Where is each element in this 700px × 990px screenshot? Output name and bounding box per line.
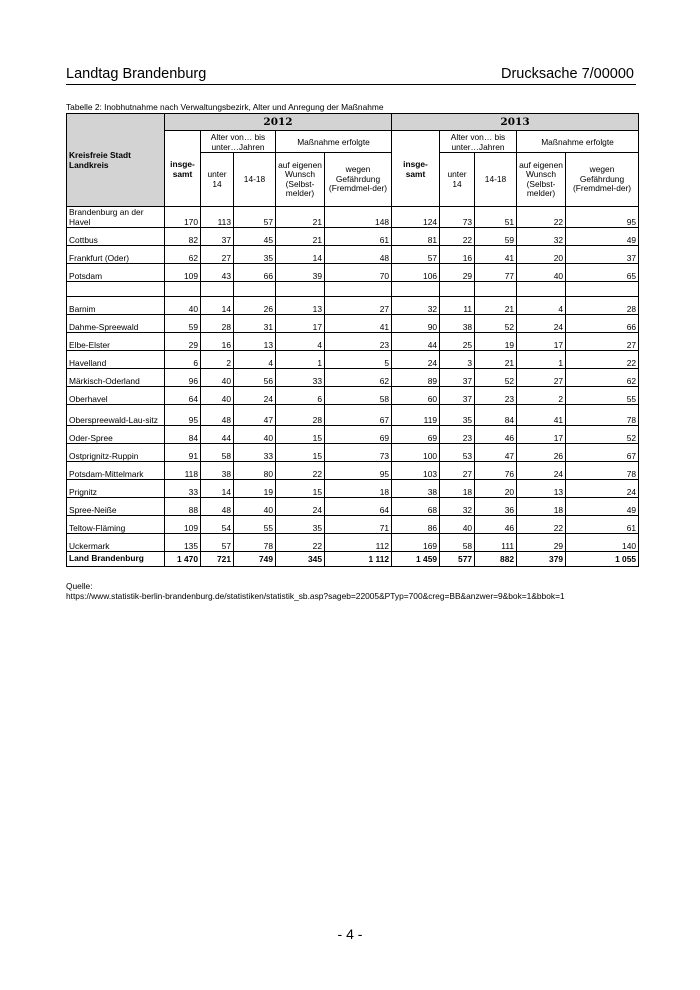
table-cell: 170 (165, 207, 201, 228)
table-cell: 6 (165, 351, 201, 369)
age-14-18-header-2012: 14-18 (234, 153, 276, 207)
region-name: Ostprignitz-Ruppin (67, 444, 165, 462)
table-cell: 14 (201, 480, 234, 498)
table-cell: 18 (440, 480, 475, 498)
table-cell: 41 (517, 405, 566, 426)
table-cell: 29 (517, 534, 566, 552)
table-cell: 27 (325, 297, 392, 315)
table-cell: 27 (201, 246, 234, 264)
table-cell: 37 (566, 246, 639, 264)
total-section (67, 552, 639, 567)
table-cell: 14 (276, 246, 325, 264)
table-cell: 95 (566, 207, 639, 228)
table-cell: 37 (201, 228, 234, 246)
table-cell: 21 (276, 228, 325, 246)
table-cell: 61 (566, 516, 639, 534)
table-cell: 113 (201, 207, 234, 228)
table-cell: 11 (440, 297, 475, 315)
under-14-header-2012: unter 14 (201, 153, 234, 207)
table-cell: 89 (392, 369, 440, 387)
table-cell: 22 (517, 207, 566, 228)
table-row (67, 387, 639, 405)
region-name: Havelland (67, 351, 165, 369)
table-cell: 16 (201, 333, 234, 351)
table-cell: 24 (392, 351, 440, 369)
table-cell: 43 (201, 264, 234, 282)
table-cell: 23 (475, 387, 517, 405)
table-cell: 67 (325, 405, 392, 426)
total-cell: 379 (517, 552, 566, 567)
age-14-18-header-2013: 14-18 (475, 153, 517, 207)
table-cell: 27 (440, 462, 475, 480)
table-cell: 20 (475, 480, 517, 498)
table-cell: 33 (276, 369, 325, 387)
table-cell: 22 (517, 516, 566, 534)
table-caption: Tabelle 2: Inobhutnahme nach Verwaltungsbezirk, Alter und Anregung der Maßnahme (66, 102, 384, 112)
table-cell: 52 (475, 315, 517, 333)
table-cell: 24 (517, 462, 566, 480)
table-cell: 49 (566, 498, 639, 516)
table-cell: 78 (566, 405, 639, 426)
table-cell: 59 (475, 228, 517, 246)
table-cell: 29 (165, 333, 201, 351)
blank-row (67, 282, 639, 297)
table-cell: 40 (234, 498, 276, 516)
table-row (67, 534, 639, 552)
table-cell: 39 (276, 264, 325, 282)
table-cell: 28 (276, 405, 325, 426)
table-cell: 70 (325, 264, 392, 282)
table-cell: 19 (475, 333, 517, 351)
total-cell: 1 459 (392, 552, 440, 567)
table-cell: 66 (566, 315, 639, 333)
table-cell: 18 (517, 498, 566, 516)
table-cell: 135 (165, 534, 201, 552)
table-cell: 35 (276, 516, 325, 534)
table-cell: 29 (440, 264, 475, 282)
table-cell: 6 (276, 387, 325, 405)
table-cell: 2 (201, 351, 234, 369)
table-cell: 17 (276, 315, 325, 333)
table-cell: 48 (201, 405, 234, 426)
table-cell: 53 (440, 444, 475, 462)
section-spacer (67, 282, 639, 297)
table-cell: 55 (234, 516, 276, 534)
table-cell: 59 (165, 315, 201, 333)
region-name: Potsdam-Mittelmark (67, 462, 165, 480)
table-cell: 4 (234, 351, 276, 369)
table-cell: 71 (325, 516, 392, 534)
table-cell: 26 (517, 444, 566, 462)
region-name: Oberspreewald-Lau-sitz (67, 405, 165, 426)
table-cell: 28 (566, 297, 639, 315)
total-cell: 577 (440, 552, 475, 567)
table-cell: 13 (276, 297, 325, 315)
table-row (67, 207, 639, 228)
table-cell: 52 (475, 369, 517, 387)
region-name: Oberhavel (67, 387, 165, 405)
total-cell: 749 (234, 552, 276, 567)
table-cell: 86 (392, 516, 440, 534)
region-name: Teltow-Fläming (67, 516, 165, 534)
table-row (67, 462, 639, 480)
table-cell: 41 (325, 315, 392, 333)
table-cell: 13 (234, 333, 276, 351)
table-cell: 118 (165, 462, 201, 480)
table-cell: 40 (234, 426, 276, 444)
table-cell: 40 (517, 264, 566, 282)
table-cell: 64 (165, 387, 201, 405)
year-2013-header: 2013 (392, 114, 639, 131)
table-cell: 22 (440, 228, 475, 246)
table-row (67, 516, 639, 534)
table-cell: 23 (440, 426, 475, 444)
table-row (67, 405, 639, 426)
table-cell: 51 (475, 207, 517, 228)
table-cell: 111 (475, 534, 517, 552)
total-column-header-2013: insge-samt (392, 131, 440, 207)
table-cell: 24 (517, 315, 566, 333)
region-name: Brandenburg an der Havel (67, 207, 165, 228)
table-cell: 62 (566, 369, 639, 387)
table-cell: 15 (276, 426, 325, 444)
table-cell: 25 (440, 333, 475, 351)
table-cell: 52 (566, 426, 639, 444)
table-cell: 47 (475, 444, 517, 462)
total-cell: 1 470 (165, 552, 201, 567)
table-cell: 21 (475, 297, 517, 315)
region-name: Elbe-Elster (67, 333, 165, 351)
region-name: Prignitz (67, 480, 165, 498)
table-cell: 140 (566, 534, 639, 552)
table-cell: 32 (517, 228, 566, 246)
table-cell: 48 (325, 246, 392, 264)
table-cell: 103 (392, 462, 440, 480)
table-cell: 46 (475, 516, 517, 534)
table-cell: 38 (392, 480, 440, 498)
table-cell: 78 (234, 534, 276, 552)
region-column-header: Kreisfreie Stadt Landkreis (67, 114, 165, 207)
table-row (67, 351, 639, 369)
age-group-header-2012: Alter von… bis unter…Jahren (201, 131, 276, 153)
table-cell: 49 (566, 228, 639, 246)
table-cell: 1 (517, 351, 566, 369)
table-cell: 22 (276, 534, 325, 552)
year-2012-header: 2012 (165, 114, 392, 131)
table-cell: 20 (517, 246, 566, 264)
table-cell: 24 (234, 387, 276, 405)
table-cell: 90 (392, 315, 440, 333)
table-cell: 3 (440, 351, 475, 369)
total-cell: 1 112 (325, 552, 392, 567)
table-cell: 19 (234, 480, 276, 498)
table-cell: 169 (392, 534, 440, 552)
source-label: Quelle: (66, 581, 93, 591)
statistics-table (66, 113, 639, 567)
table-cell: 37 (440, 369, 475, 387)
cities-section (67, 207, 639, 282)
table-row (67, 426, 639, 444)
table-cell: 48 (201, 498, 234, 516)
table-cell: 21 (276, 207, 325, 228)
table-cell: 66 (234, 264, 276, 282)
table-cell: 58 (201, 444, 234, 462)
self-referral-header-2013: auf eigenen Wunsch (Selbst-melder) (517, 153, 566, 207)
table-cell: 16 (440, 246, 475, 264)
table-cell: 88 (165, 498, 201, 516)
table-cell: 62 (325, 369, 392, 387)
table-cell: 4 (276, 333, 325, 351)
region-name: Oder-Spree (67, 426, 165, 444)
table-cell: 28 (201, 315, 234, 333)
table-cell: 69 (392, 426, 440, 444)
table-cell: 23 (325, 333, 392, 351)
table-cell: 38 (440, 315, 475, 333)
table-row (67, 480, 639, 498)
table-cell: 57 (234, 207, 276, 228)
table-cell: 45 (234, 228, 276, 246)
measure-group-header-2013: Maßnahme erfolgte (517, 131, 639, 153)
total-cell: 882 (475, 552, 517, 567)
districts-section (67, 297, 639, 552)
table-cell: 40 (201, 369, 234, 387)
table-cell: 58 (325, 387, 392, 405)
table-cell: 81 (392, 228, 440, 246)
table-cell: 68 (392, 498, 440, 516)
table-cell: 78 (566, 462, 639, 480)
region-name: Uckermark (67, 534, 165, 552)
total-row (67, 552, 639, 567)
region-name: Frankfurt (Oder) (67, 246, 165, 264)
table-cell: 35 (440, 405, 475, 426)
table-cell: 44 (392, 333, 440, 351)
table-cell: 22 (566, 351, 639, 369)
self-referral-header-2012: auf eigenen Wunsch (Selbst-melder) (276, 153, 325, 207)
endangerment-header-2013: wegen Gefährdung (Fremdmel-der) (566, 153, 639, 207)
total-label: Land Brandenburg (67, 552, 165, 567)
table-cell: 18 (325, 480, 392, 498)
table-row (67, 315, 639, 333)
table-cell: 100 (392, 444, 440, 462)
table-cell: 35 (234, 246, 276, 264)
table-cell: 22 (276, 462, 325, 480)
table-cell: 33 (165, 480, 201, 498)
table-row (67, 228, 639, 246)
region-name: Potsdam (67, 264, 165, 282)
table-header (67, 114, 639, 207)
table-cell: 64 (325, 498, 392, 516)
table-row (67, 264, 639, 282)
table-cell: 60 (392, 387, 440, 405)
table-cell: 77 (475, 264, 517, 282)
table-cell: 27 (566, 333, 639, 351)
table-cell: 40 (440, 516, 475, 534)
table-cell: 82 (165, 228, 201, 246)
table-cell: 84 (165, 426, 201, 444)
table-cell: 2 (517, 387, 566, 405)
table-row (67, 444, 639, 462)
table-cell: 73 (325, 444, 392, 462)
table-cell: 56 (234, 369, 276, 387)
table-cell: 13 (517, 480, 566, 498)
table-cell: 4 (517, 297, 566, 315)
region-name: Dahme-Spreewald (67, 315, 165, 333)
table-cell: 109 (165, 516, 201, 534)
table-cell: 54 (201, 516, 234, 534)
table-cell: 148 (325, 207, 392, 228)
table-cell: 58 (440, 534, 475, 552)
table-cell: 124 (392, 207, 440, 228)
total-column-header-2012: insge-samt (165, 131, 201, 207)
table-cell: 15 (276, 444, 325, 462)
age-group-header-2013: Alter von… bis unter…Jahren (440, 131, 517, 153)
table-row (67, 246, 639, 264)
table-cell: 1 (276, 351, 325, 369)
table-cell: 47 (234, 405, 276, 426)
region-name: Cottbus (67, 228, 165, 246)
table-cell: 17 (517, 333, 566, 351)
table-cell: 55 (566, 387, 639, 405)
table-cell: 80 (234, 462, 276, 480)
table-cell: 84 (475, 405, 517, 426)
table-cell: 27 (517, 369, 566, 387)
region-name: Märkisch-Oderland (67, 369, 165, 387)
table-cell: 21 (475, 351, 517, 369)
table-cell: 76 (475, 462, 517, 480)
table-cell: 24 (566, 480, 639, 498)
table-cell: 40 (165, 297, 201, 315)
table-cell: 44 (201, 426, 234, 444)
measure-group-header-2012: Maßnahme erfolgte (276, 131, 392, 153)
header-title: Landtag Brandenburg (66, 66, 207, 82)
table-row (67, 297, 639, 315)
table-row (67, 369, 639, 387)
source-note (66, 581, 565, 601)
table-cell: 41 (475, 246, 517, 264)
table-cell: 17 (517, 426, 566, 444)
table-cell: 14 (201, 297, 234, 315)
table-cell: 24 (276, 498, 325, 516)
source-url: https://www.statistik-berlin-brandenburg.de/statistiken/statistik_sb.asp?sageb=22005&PTyp=700&creg=BB&anzwer=9&bok=1&bbok=1 (66, 591, 565, 601)
under-14-header-2013: unter 14 (440, 153, 475, 207)
table-cell: 36 (475, 498, 517, 516)
total-cell: 721 (201, 552, 234, 567)
region-name: Spree-Neiße (67, 498, 165, 516)
table-cell: 46 (475, 426, 517, 444)
table-cell: 112 (325, 534, 392, 552)
table-cell: 57 (392, 246, 440, 264)
table-cell: 95 (325, 462, 392, 480)
table-row (67, 333, 639, 351)
table-cell: 61 (325, 228, 392, 246)
total-cell: 345 (276, 552, 325, 567)
table-cell: 95 (165, 405, 201, 426)
table-cell: 31 (234, 315, 276, 333)
page-number: - 4 - (337, 926, 363, 942)
table-cell: 69 (325, 426, 392, 444)
table-cell: 5 (325, 351, 392, 369)
table-cell: 57 (201, 534, 234, 552)
table-cell: 32 (440, 498, 475, 516)
document-number: Drucksache 7/00000 (501, 66, 634, 82)
table-cell: 67 (566, 444, 639, 462)
region-name: Barnim (67, 297, 165, 315)
page-header (66, 66, 636, 85)
table-cell: 38 (201, 462, 234, 480)
total-cell: 1 055 (566, 552, 639, 567)
table-cell: 109 (165, 264, 201, 282)
table-cell: 65 (566, 264, 639, 282)
table-cell: 32 (392, 297, 440, 315)
endangerment-header-2012: wegen Gefährdung (Fremdmel-der) (325, 153, 392, 207)
table-cell: 15 (276, 480, 325, 498)
table-cell: 73 (440, 207, 475, 228)
table-cell: 33 (234, 444, 276, 462)
table-cell: 91 (165, 444, 201, 462)
table-cell: 62 (165, 246, 201, 264)
table-cell: 119 (392, 405, 440, 426)
table-cell: 96 (165, 369, 201, 387)
table-row (67, 498, 639, 516)
table-cell: 26 (234, 297, 276, 315)
table-cell: 37 (440, 387, 475, 405)
table-cell: 40 (201, 387, 234, 405)
table-cell: 106 (392, 264, 440, 282)
